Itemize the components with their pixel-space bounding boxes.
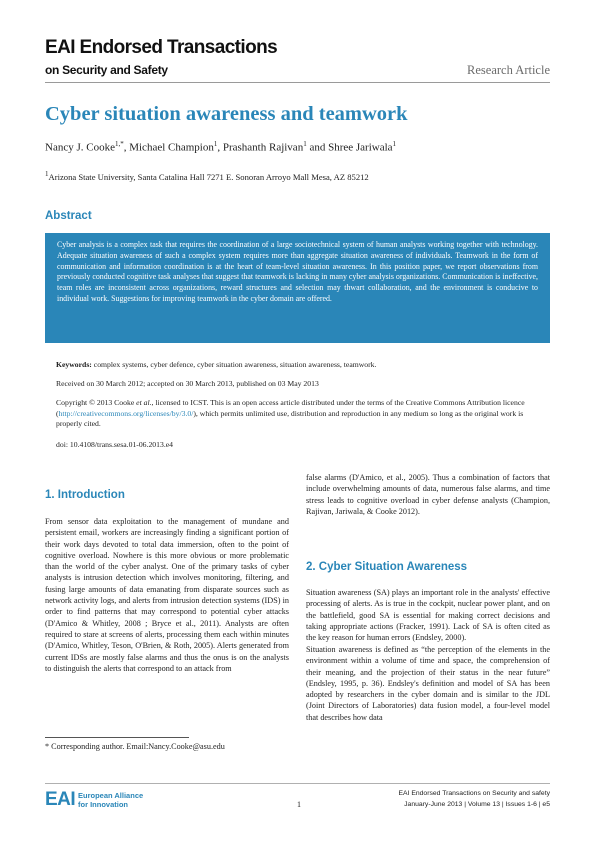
affiliation (45, 170, 369, 182)
author-name: Nancy J. Cooke (45, 141, 115, 154)
author-name: Prashanth Rajivan (222, 141, 304, 154)
section-heading-cyber-situation-awareness: 2. Cyber Situation Awareness (306, 561, 468, 573)
article-type-label: Research Article (467, 63, 550, 77)
author-affiliation-mark: 1,* (114, 140, 124, 148)
csa-paragraph-2: Situation awareness is defined as “the perception of the elements in the environment within a volume of time and space, the comprehension of their meaning, and the projection of their status in the near future” (Endsley, 1995, p. 36). Endsley's definition and model of SA has been adopted by researchers in the cyber domain and is similar to the JDL (Joint Directors of Laboratories) data fusion model, a four-level model that describes how data (306, 645, 550, 722)
keywords-text: complex systems, cyber defence, cyber situation awareness, situation awareness, teamwork. (93, 360, 377, 369)
doi: doi: 10.4108/trans.sesa.01-06.2013.e4 (56, 440, 174, 449)
author-affiliation-mark: 1 (213, 140, 218, 148)
introduction-paragraph: From sensor data exploitation to the management of mundane and persistent email, workers are increasingly finding a significant portion of their work days devoted to total data immersion, often to the point of cognitive overload. Nowhere is this more obvious or more problematic than the world of the cyber analyst. One of the primary tasks of cyber analysts is intrusion detection which involves monitoring, filtering, and fusing large amounts of data emanating from disparate sources such as network activity logs, and alerts from intrusion detection systems (IDS) in order to find patterns that may correspond to potential cyber attacks (D'Amico & Whitley, 2008 ; Bryce et al., 2011). Analysts are often required to stare at screens of alerts, processing them each within minutes (D'Amico, Whitley, Teson, O'Brien, & Roth, 2005). Alerts generated from current IDSs are mostly false alarms and thus the onus is on the analysts to distinguish the alerts that correspond to an attack from (45, 517, 289, 673)
copyright-text: ), which permits unlimited use, distribution and reproduction in any medium so long as the original work is properly cited. (56, 408, 524, 429)
page-number: 1 (297, 800, 301, 809)
footer-journal: EAI Endorsed Transactions on Security and safety (398, 790, 550, 797)
abstract-text: Cyber analysis is a complex task that requires the coordination of a large sociotechnical system of human analysts working together with technology. Adequate situation awareness of such a complex system requires more than aggregate situation awareness of individuals. Teamwork in the form of communication and information coordination is at the heart of team-level situation awareness. In this position paper, we report observations from previously conducted cognitive task analyses that suggest that teamwork is lacking in many cyber analysis organizations. Communication is ineffective, team roles are inconsistent across organizations, reward structures and selection may thwart collaboration, and the environment is conducive to individual work. Suggestions for improving teamwork in the cyber domain are offered. (57, 240, 538, 303)
keywords (56, 360, 376, 371)
section-heading-introduction: 1. Introduction (45, 489, 125, 501)
keywords-label: Keywords: (56, 360, 92, 369)
author-list (45, 140, 396, 154)
affiliation-mark: 1 (45, 170, 49, 178)
copyright-text: Copyright © 2013 Cooke (56, 398, 137, 407)
footnote-divider (45, 737, 189, 738)
author-name: Michael Champion (129, 141, 214, 154)
author-affiliation-mark: 1 (392, 140, 397, 148)
csa-paragraph-1: Situation awareness (SA) plays an important role in the analysts' effective processing of alerts. As is true in the cockpit, nuclear power plant, and on the battlefield, good SA is essential for making correct decisions and taking appropriate actions (Fracker, 1991). Lack of SA is often cited as the key reason for human errors (Endsley, 2000). (306, 588, 550, 643)
footer-citation (398, 788, 550, 810)
org-name-line: for Innovation (78, 800, 128, 809)
copyright-etal: et al. (136, 398, 152, 407)
footer-issue: January-June 2013 | Volume 13 | Issues 1-6 | e5 (404, 801, 550, 808)
author-separator: and (306, 141, 329, 154)
abstract-heading: Abstract (45, 210, 92, 222)
abstract-box (45, 233, 550, 343)
right-column-continuation: false alarms (D'Amico, et al., 2005). Thus a combination of factors that include overwhelming amounts of data, numerous false alarms, and time stress leads to cognitive overload in cyber defense analysts (Champion, Rajivan, Jariwala, & Cooke 2012). (306, 473, 550, 516)
copyright-notice (56, 398, 536, 430)
eai-organization-name (78, 791, 143, 809)
org-name-line: European Alliance (78, 791, 144, 800)
journal-title: EAI Endorsed Transactions (45, 37, 278, 58)
journal-subtitle: on Security and Safety (45, 63, 168, 77)
footer-divider (45, 783, 550, 784)
author-name: Shree Jariwala (328, 141, 393, 154)
corresponding-author-footnote: * Corresponding author. Email:Nancy.Cooke@asu.edu (45, 742, 225, 751)
author-separator: , (123, 141, 130, 154)
received-dates: Received on 30 March 2012; accepted on 30 March 2013, published on 03 May 2013 (56, 379, 319, 388)
affiliation-text: Arizona State University, Santa Catalina Hall 7271 E. Sonoran Arroyo Mall Mesa, AZ 85212 (48, 171, 369, 182)
header-divider (45, 82, 550, 83)
author-affiliation-mark: 1 (303, 140, 307, 148)
copyright-text: , licensed to ICST. This is an open access article distributed under the terms of the Creative Commons Attribution licence ( (56, 398, 525, 418)
license-link[interactable]: http://creativecommons.org/licenses/by/3.0/ (58, 408, 194, 418)
paper-title: Cyber situation awareness and teamwork (45, 103, 408, 125)
eai-logo: EAI (45, 789, 76, 810)
author-separator: , (217, 141, 223, 154)
